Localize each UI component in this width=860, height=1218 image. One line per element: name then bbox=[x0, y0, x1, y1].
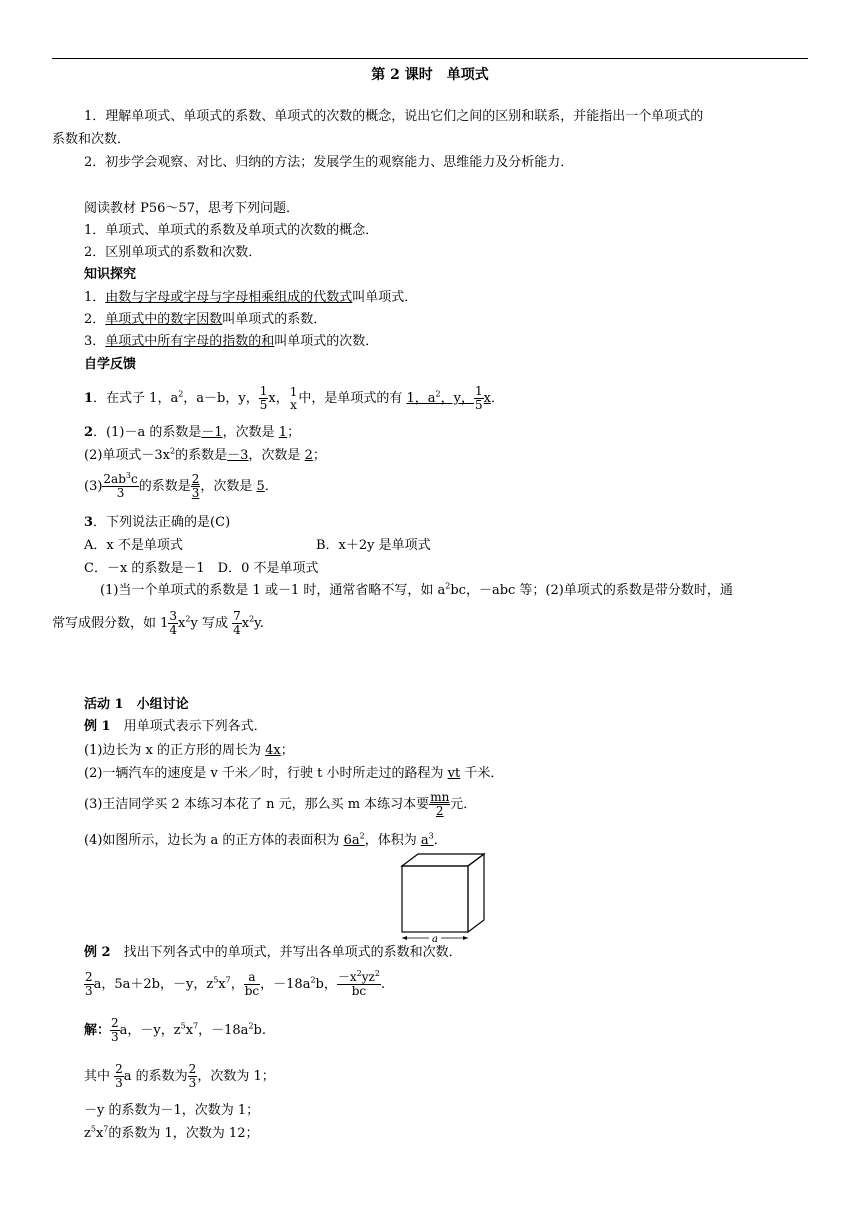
example-1-part-1: (1)边长为 x 的正方形的周长为 4x； bbox=[84, 743, 294, 758]
page-title: 第 2 课时 单项式 bbox=[371, 67, 489, 83]
cube-figure bbox=[396, 852, 488, 946]
example-2-list: $\frac{2}{3}$ a，5a＋2b，－y，$z^5x^7$， $\frac{a}{bc}$ ，$-18a^2b$， $\frac{-x^2yz^2}{bc}$ . bbox=[85, 969, 386, 998]
feedback-q3-option-cd: C．－x 的系数是－1 D．0 不是单项式 bbox=[84, 561, 319, 576]
cube-edge-label: a bbox=[432, 934, 438, 945]
feedback-q3-option-a: A．x 不是单项式 bbox=[84, 538, 183, 553]
feedback-q1: 1．在式子 1，$a^2$，a－b，y， $\frac{1}{5}$ x， 1 x 中，是单项式的有 1，$a^2$，y， $\frac{1}{5}$ x． bbox=[84, 384, 504, 412]
knowledge-item-1: 1．由数与字母或字母与字母相乘组成的代数式叫单项式． bbox=[84, 290, 418, 305]
feedback-q2-line3: (3) $\frac{2ab^3c}{3}$ 的系数是 $\frac{2}{3}$ ，次数是 5． bbox=[84, 471, 278, 500]
example-1-part-2: (2)一辆汽车的速度是 v 千米／时，行驶 t 小时所走过的路程为 vt 千米． bbox=[84, 766, 504, 781]
knowledge-heading: 知识探究 bbox=[84, 267, 137, 282]
example-2-result-2: －y 的系数为－1，次数为 1； bbox=[84, 1103, 260, 1118]
objective-2: 2．初步学会观察、对比、归纳的方法；发展学生的观察能力、思维能力及分析能力． bbox=[84, 155, 574, 170]
example-1-part-3: (3)王洁同学买 2 本练习本花了 n 元，那么买 m 本练习本要 $\frac{mn}{2}$ 元． bbox=[84, 790, 477, 818]
feedback-q3-option-b: B．x＋2y 是单项式 bbox=[316, 538, 431, 553]
feedback-q2-line1: 2．(1)－a 的系数是－1，次数是 1； bbox=[84, 425, 301, 440]
example-2-solution: 解： $\frac{2}{3}$ a，－y，$z^5x^7$，$-18a^2b$. bbox=[84, 1016, 266, 1044]
header-rule bbox=[52, 58, 808, 59]
example-2-stem: 例 2 找出下列各式中的单项式，并写出各单项式的系数和次数． bbox=[84, 945, 462, 960]
reading-q2: 2．区别单项式的系数和次数． bbox=[84, 245, 262, 260]
objective-1-cont: 系数和次数． bbox=[52, 132, 131, 147]
example-2-result-1: 其中 $\frac{2}{3}$ a 的系数为 $\frac{2}{3}$ ，次数为 1； bbox=[84, 1062, 275, 1090]
activity-heading: 活动 1 小组讨论 bbox=[84, 697, 189, 712]
example-2-result-3: $z^5x^7$的系数为 1，次数为 12； bbox=[84, 1124, 259, 1141]
note-line-2: 常写成假分数，如 1 $\frac{3}{4}$ $x^2y$ 写成 $\frac{7}{4}$ $x^2y$. bbox=[52, 609, 264, 637]
knowledge-item-3: 3．单项式中所有字母的指数的和叫单项式的次数． bbox=[84, 334, 379, 349]
feedback-q2-line2: (2)单项式$-3x^2$的系数是－3，次数是 2； bbox=[84, 446, 326, 463]
example-1-stem: 例 1 用单项式表示下列各式． bbox=[84, 719, 267, 734]
knowledge-item-2: 2．单项式中的数字因数叫单项式的系数． bbox=[84, 312, 327, 327]
reading-intro: 阅读教材 P56～57，思考下列问题． bbox=[84, 201, 299, 216]
feedback-heading: 自学反馈 bbox=[84, 357, 137, 372]
example-1-part-4: (4)如图所示，边长为 a 的正方体的表面积为 $6a^2$，体积为 $a^3$． bbox=[84, 831, 447, 848]
objective-1: 1．理解单项式、单项式的系数、单项式的次数的概念，说出它们之间的区别和联系，并能指出一个单项式的 bbox=[84, 109, 704, 124]
reading-q1: 1．单项式、单项式的系数及单项式的次数的概念． bbox=[84, 223, 379, 238]
feedback-q3-stem: 3．下列说法正确的是(C) bbox=[84, 515, 231, 530]
note-line-1: (1)当一个单项式的系数是 1 或－1 时，通常省略不写，如 $a^2bc$，－abc 等；(2)单项式的系数是带分数时，通 bbox=[100, 581, 733, 598]
